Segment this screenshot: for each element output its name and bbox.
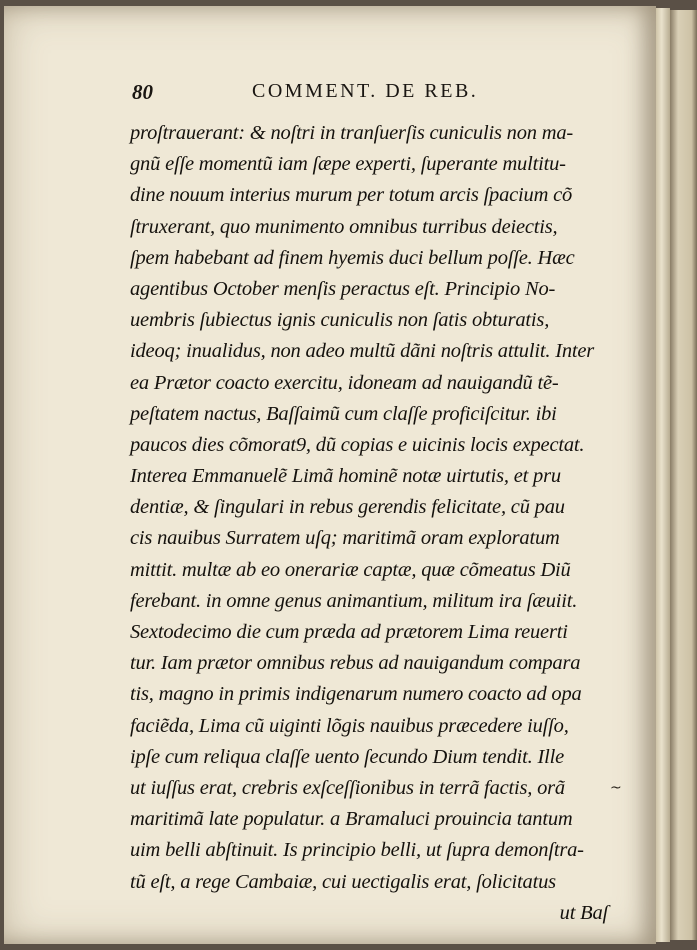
- text-line: Sextodecimo die cum præda ad prætorem Lima reuerti: [130, 621, 568, 643]
- text-line: Interea Emmanuelẽ Limã hominẽ notæ uirtutis, et pru: [130, 465, 561, 488]
- text-line: ut iuſſus erat, crebris exſceſſionibus in terrã factis, orã: [130, 776, 565, 799]
- text-line: gnũ eſſe momentũ iam ſæpe experti, ſuperante multitu-: [130, 153, 566, 176]
- text-line: ea Prætor coacto exercitu, idoneam ad nauigandũ tẽ-: [130, 371, 559, 394]
- text-line: peſtatem nactus, Baſſaimũ cum claſſe proficiſcitur. ibi: [130, 402, 557, 425]
- text-line: paucos dies cõmorat9, dũ copias e uicinis locis expectat.: [130, 433, 585, 456]
- text-line: ſtruxerant, quo munimento omnibus turribus deiectis,: [130, 215, 558, 238]
- text-line: dentiæ, & ſingulari in rebus gerendis felicitate, cũ pau: [130, 496, 565, 519]
- page-number: 80: [132, 80, 153, 104]
- text-line: cis nauibus Surratem uſq; maritimã oram exploratum: [130, 527, 560, 550]
- running-title: COMMENT. DE REB.: [252, 80, 479, 102]
- text-line: ipſe cum reliqua claſſe uento ſecundo Dium tendit. Ille: [130, 745, 565, 768]
- text-line: ideoq; inualidus, non adeo multũ dãni noſtris attulit. Inter: [130, 340, 595, 363]
- text-line: mittit. multæ ab eo onerariæ captæ, quæ cõmeatus Diũ: [130, 558, 571, 581]
- margin-mark: ~: [610, 780, 622, 796]
- text-line: uim belli abſtinuit. Is principio belli, ut ſupra demonſtra-: [130, 839, 584, 862]
- text-line: agentibus October menſis peractus eſt. Principio No-: [130, 277, 556, 300]
- text-line: dine nouum interius murum per totum arcis ſpacium cõ: [130, 184, 573, 207]
- text-line: uembris ſubiectus ignis cuniculis non ſatis obturatis,: [130, 309, 550, 332]
- text-line: ferebant. in omne genus animantium, militum ira ſæuiit.: [130, 589, 578, 612]
- text-line: maritimã late populatur. a Bramaluci prouincia tantum: [130, 808, 573, 831]
- page-gutter-edge: [656, 8, 670, 942]
- text-line: tũ eſt, a rege Cambaiæ, cui uectigalis erat, ſolicitatus: [130, 870, 556, 893]
- body-text: [130, 118, 630, 929]
- text-line: tis, magno in primis indigenarum numero coacto ad opa: [130, 683, 582, 706]
- text-line: tur. Iam prætor omnibus rebus ad nauigandum compara: [130, 652, 581, 675]
- page-header: [130, 78, 620, 108]
- text-line: faciẽda, Lima cũ uiginti lõgis nauibus præcedere iuſſo,: [130, 714, 569, 737]
- text-line: ſpem habebant ad finem hyemis duci bellum poſſe. Hæc: [130, 246, 575, 269]
- underlying-page-edge: [670, 10, 697, 940]
- text-line: proſtrauerant: & noſtri in tranſuerſis cuniculis non ma-: [130, 122, 574, 144]
- catchword: ut Baſ: [559, 901, 608, 924]
